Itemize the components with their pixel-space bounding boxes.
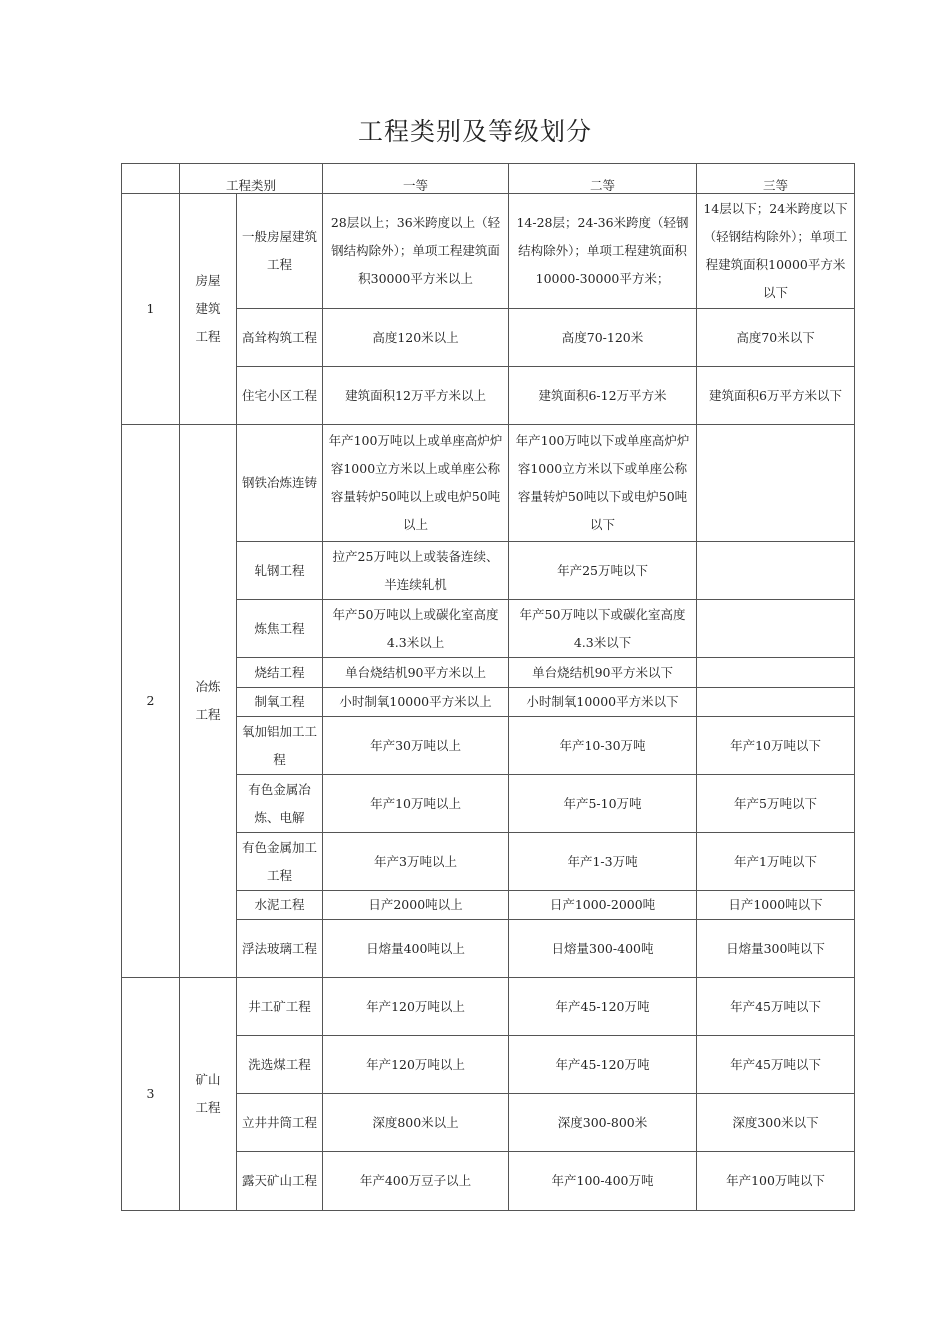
group-name: 矿山工程 bbox=[180, 978, 237, 1211]
table-row bbox=[122, 978, 855, 1036]
group-number: 1 bbox=[122, 194, 180, 425]
grade1-cell: 年产400万豆子以上 bbox=[323, 1152, 509, 1211]
table-header-row bbox=[122, 164, 855, 194]
sub-category: 烧结工程 bbox=[237, 658, 323, 688]
sub-category: 浮法玻璃工程 bbox=[237, 920, 323, 978]
grade1-cell: 年产10万吨以上 bbox=[323, 775, 509, 833]
grade2-cell: 深度300-800米 bbox=[509, 1094, 697, 1152]
grade3-cell: 日熔量300吨以下 bbox=[697, 920, 855, 978]
grade3-cell: 建筑面积6万平方米以下 bbox=[697, 367, 855, 425]
grade1-cell: 建筑面积12万平方米以上 bbox=[323, 367, 509, 425]
grade1-cell: 年产3万吨以上 bbox=[323, 833, 509, 891]
grade1-cell: 年产100万吨以上或单座高炉炉容1000立方米以上或单座公称容量转炉50吨以上或电炉50吨以上 bbox=[323, 425, 509, 542]
sub-category: 制氧工程 bbox=[237, 688, 323, 717]
grade3-cell bbox=[697, 658, 855, 688]
grade1-cell: 小时制氧10000平方米以上 bbox=[323, 688, 509, 717]
group-number: 2 bbox=[122, 425, 180, 978]
grade2-cell: 日产1000-2000吨 bbox=[509, 891, 697, 920]
sub-category: 洗选煤工程 bbox=[237, 1036, 323, 1094]
grade1-cell: 拉产25万吨以上或装备连续、半连续轧机 bbox=[323, 542, 509, 600]
grade3-cell bbox=[697, 688, 855, 717]
header-no bbox=[122, 164, 180, 194]
grade1-cell: 年产50万吨以上或碳化室高度4.3米以上 bbox=[323, 600, 509, 658]
sub-category: 氧加铝加工工程 bbox=[237, 717, 323, 775]
grade1-cell: 年产120万吨以上 bbox=[323, 978, 509, 1036]
sub-category: 露天矿山工程 bbox=[237, 1152, 323, 1211]
grade2-cell: 年产25万吨以下 bbox=[509, 542, 697, 600]
sub-category: 井工矿工程 bbox=[237, 978, 323, 1036]
grade3-cell bbox=[697, 600, 855, 658]
table-row bbox=[122, 425, 855, 542]
grade3-cell: 年产5万吨以下 bbox=[697, 775, 855, 833]
grade1-cell: 日熔量400吨以上 bbox=[323, 920, 509, 978]
grade3-cell bbox=[697, 425, 855, 542]
grade3-cell: 年产10万吨以下 bbox=[697, 717, 855, 775]
grade3-cell: 年产45万吨以下 bbox=[697, 1036, 855, 1094]
sub-category: 水泥工程 bbox=[237, 891, 323, 920]
grade1-cell: 深度800米以上 bbox=[323, 1094, 509, 1152]
sub-category: 高耸构筑工程 bbox=[237, 309, 323, 367]
sub-category: 有色金属加工工程 bbox=[237, 833, 323, 891]
grade3-cell: 年产100万吨以下 bbox=[697, 1152, 855, 1211]
sub-category: 炼焦工程 bbox=[237, 600, 323, 658]
grade2-cell: 年产10-30万吨 bbox=[509, 717, 697, 775]
grade2-cell: 高度70-120米 bbox=[509, 309, 697, 367]
grade2-cell: 建筑面积6-12万平方米 bbox=[509, 367, 697, 425]
grade2-cell: 小时制氧10000平方米以下 bbox=[509, 688, 697, 717]
grade1-cell: 年产120万吨以上 bbox=[323, 1036, 509, 1094]
sub-category: 钢铁冶炼连铸 bbox=[237, 425, 323, 542]
grade2-cell: 年产45-120万吨 bbox=[509, 978, 697, 1036]
grade3-cell: 年产45万吨以下 bbox=[697, 978, 855, 1036]
sub-category: 立井井筒工程 bbox=[237, 1094, 323, 1152]
sub-category: 住宅小区工程 bbox=[237, 367, 323, 425]
header-category: 工程类别 bbox=[180, 164, 323, 194]
grade2-cell: 单台烧结机90平方米以下 bbox=[509, 658, 697, 688]
grade2-cell: 年产50万吨以下或碳化室高度4.3米以下 bbox=[509, 600, 697, 658]
sub-category: 一般房屋建筑工程 bbox=[237, 194, 323, 309]
grade1-cell: 单台烧结机90平方米以上 bbox=[323, 658, 509, 688]
header-grade1: 一等 bbox=[323, 164, 509, 194]
grade2-cell: 14-28层；24-36米跨度（轻钢结构除外）；单项工程建筑面积10000-30000平方米； bbox=[509, 194, 697, 309]
grade3-cell: 深度300米以下 bbox=[697, 1094, 855, 1152]
grade1-cell: 日产2000吨以上 bbox=[323, 891, 509, 920]
grade3-cell: 14层以下；24米跨度以下（轻钢结构除外）；单项工程建筑面积10000平方米以下 bbox=[697, 194, 855, 309]
grade2-cell: 年产45-120万吨 bbox=[509, 1036, 697, 1094]
grade3-cell: 日产1000吨以下 bbox=[697, 891, 855, 920]
page-title: 工程类别及等级划分 bbox=[357, 117, 592, 146]
grade2-cell: 日熔量300-400吨 bbox=[509, 920, 697, 978]
grade1-cell: 28层以上；36米跨度以上（轻钢结构除外）；单项工程建筑面积30000平方米以上 bbox=[323, 194, 509, 309]
grade3-cell: 年产1万吨以下 bbox=[697, 833, 855, 891]
header-grade3: 三等 bbox=[697, 164, 855, 194]
group-name: 冶炼工程 bbox=[180, 425, 237, 978]
grade1-cell: 高度120米以上 bbox=[323, 309, 509, 367]
grade1-cell: 年产30万吨以上 bbox=[323, 717, 509, 775]
grade-table bbox=[121, 163, 855, 1211]
grade3-cell bbox=[697, 542, 855, 600]
grade2-cell: 年产5-10万吨 bbox=[509, 775, 697, 833]
grade3-cell: 高度70米以下 bbox=[697, 309, 855, 367]
sub-category: 轧钢工程 bbox=[237, 542, 323, 600]
grade2-cell: 年产1-3万吨 bbox=[509, 833, 697, 891]
table-row bbox=[122, 194, 855, 309]
grade2-cell: 年产100万吨以下或单座高炉炉容1000立方米以下或单座公称容量转炉50吨以下或电炉50吨以下 bbox=[509, 425, 697, 542]
sub-category: 有色金属冶炼、电解 bbox=[237, 775, 323, 833]
group-name: 房屋建筑工程 bbox=[180, 194, 237, 425]
grade2-cell: 年产100-400万吨 bbox=[509, 1152, 697, 1211]
group-number: 3 bbox=[122, 978, 180, 1211]
header-grade2: 二等 bbox=[509, 164, 697, 194]
